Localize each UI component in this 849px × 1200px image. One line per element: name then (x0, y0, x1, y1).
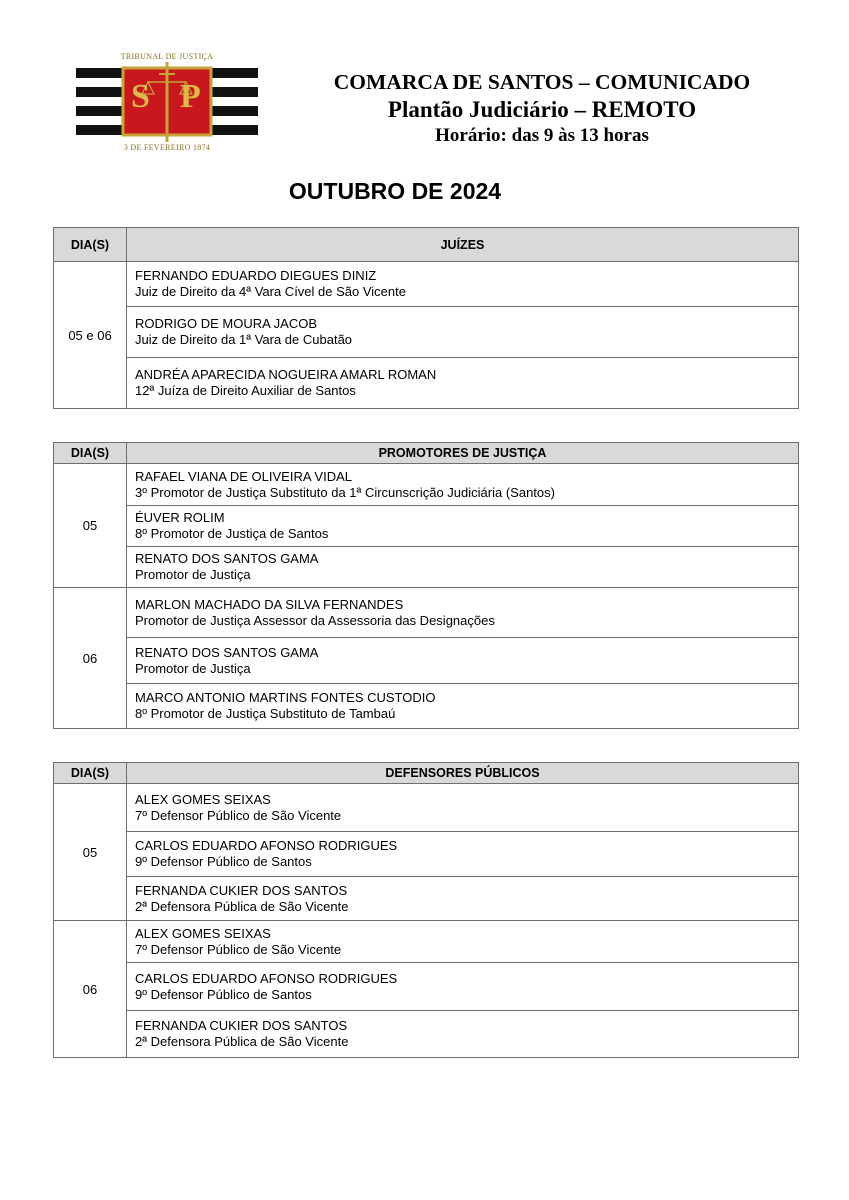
table-row (54, 832, 799, 877)
person-cell (127, 506, 799, 547)
logo-top-text: TRIBUNAL DE JUSTIÇA (120, 52, 214, 61)
table-row (54, 963, 799, 1011)
day-cell: 05 (54, 784, 127, 921)
person-role: 2ª Defensora Pública de São Vicente (135, 1034, 349, 1049)
table-row (54, 262, 799, 307)
defensores-table (53, 762, 799, 1058)
person-name: FERNANDA CUKIER DOS SANTOS (135, 1018, 348, 1033)
person-cell (127, 638, 799, 684)
person-name: MARCO ANTONIO MARTINS FONTES CUSTODIO (135, 690, 436, 705)
person-role: Juiz de Direito da 1ª Vara de Cubatão (135, 332, 353, 347)
person-name: MARLON MACHADO DA SILVA FERNANDES (135, 596, 404, 612)
person-role: 9º Defensor Público de Santos (135, 986, 312, 1002)
person-role: Promotor de Justiça (135, 567, 251, 582)
person-role: Promotor de Justiça Assessor da Assessoria das Designações (135, 612, 495, 628)
col-days-header: DIA(S) (54, 228, 127, 262)
person-cell (127, 963, 799, 1011)
person-role: 2ª Defensora Pública de São Vicente (135, 898, 349, 914)
header-horario: Horário: das 9 às 13 horas (435, 125, 649, 146)
person-name: CARLOS EDUARDO AFONSO RODRIGUES (135, 838, 398, 853)
promotores-table (53, 442, 799, 729)
col-days-header: DIA(S) (54, 443, 127, 464)
col-days-header: DIA(S) (54, 763, 127, 784)
day-cell: 06 (54, 588, 127, 729)
header-comarca: COMARCA DE SANTOS – COMUNICADO (333, 70, 751, 94)
table-row (54, 547, 799, 588)
month-title: OUTUBRO DE 2024 (288, 178, 502, 204)
table-row (54, 506, 799, 547)
table-row (54, 921, 799, 963)
person-name: ANDRÉA APARECIDA NOGUEIRA AMARL ROMAN (135, 367, 437, 382)
person-cell (127, 921, 799, 963)
day-cell: 05 e 06 (54, 262, 127, 409)
person-cell (127, 464, 799, 506)
person-cell (127, 588, 799, 638)
table-header-row (54, 443, 799, 464)
table-row (54, 358, 799, 409)
person-name: ALEX GOMES SEIXAS (135, 925, 271, 941)
person-cell (127, 358, 799, 409)
table-header-row (54, 763, 799, 784)
juizes-table (53, 227, 799, 409)
person-role: Promotor de Justiça (135, 660, 251, 676)
person-role: 8º Promotor de Justiça de Santos (135, 526, 329, 541)
person-cell (127, 684, 799, 729)
day-cell: 06 (54, 921, 127, 1058)
person-name: RODRIGO DE MOURA JACOB (135, 316, 318, 331)
table-row (54, 784, 799, 832)
person-role: 3º Promotor de Justiça Substituto da 1ª Circunscrição Judiciária (Santos) (135, 484, 555, 500)
person-name: RENATO DOS SANTOS GAMA (135, 644, 319, 660)
table-row (54, 638, 799, 684)
col-promotores-header: PROMOTORES DE JUSTIÇA (127, 443, 799, 464)
person-cell (127, 262, 799, 307)
person-role: Juiz de Direito da 4ª Vara Cível de São Vicente (135, 284, 406, 299)
person-role: 12ª Juíza de Direito Auxiliar de Santos (135, 383, 356, 398)
person-name: ÉUVER ROLIM (135, 510, 225, 525)
tribunal-logo (76, 52, 258, 152)
person-cell (127, 877, 799, 921)
sp-flag-seal-icon (76, 52, 258, 152)
person-cell (127, 1011, 799, 1058)
person-name: ALEX GOMES SEIXAS (135, 791, 271, 807)
col-defensores-header: DEFENSORES PÚBLICOS (127, 763, 799, 784)
logo-bottom-text: 3 DE FEVEREIRO 1874 (123, 143, 211, 152)
person-name: FERNANDA CUKIER DOS SANTOS (135, 882, 348, 898)
person-cell (127, 307, 799, 358)
person-name: RAFAEL VIANA DE OLIVEIRA VIDAL (135, 468, 352, 484)
person-cell (127, 547, 799, 588)
table-row (54, 877, 799, 921)
person-role: 9º Defensor Público de Santos (135, 854, 312, 869)
person-role: 7º Defensor Público de São Vicente (135, 807, 342, 823)
logo-letter-p: P (180, 78, 201, 115)
person-role: 7º Defensor Público de São Vicente (135, 941, 342, 957)
table-header-row (54, 228, 799, 262)
day-cell: 05 (54, 464, 127, 588)
table-row (54, 684, 799, 729)
col-juizes-header: JUÍZES (127, 228, 799, 262)
table-row (54, 1011, 799, 1058)
logo-letter-s: S (131, 78, 150, 115)
table-row (54, 588, 799, 638)
person-name: RENATO DOS SANTOS GAMA (135, 551, 319, 566)
person-name: FERNANDO EDUARDO DIEGUES DINIZ (135, 268, 377, 283)
person-cell (127, 832, 799, 877)
table-row (54, 307, 799, 358)
person-role: 8º Promotor de Justiça Substituto de Tambaú (135, 706, 396, 721)
table-row (54, 464, 799, 506)
person-name: CARLOS EDUARDO AFONSO RODRIGUES (135, 970, 398, 986)
header-plantao: Plantão Judiciário – REMOTO (387, 97, 697, 122)
person-cell (127, 784, 799, 832)
